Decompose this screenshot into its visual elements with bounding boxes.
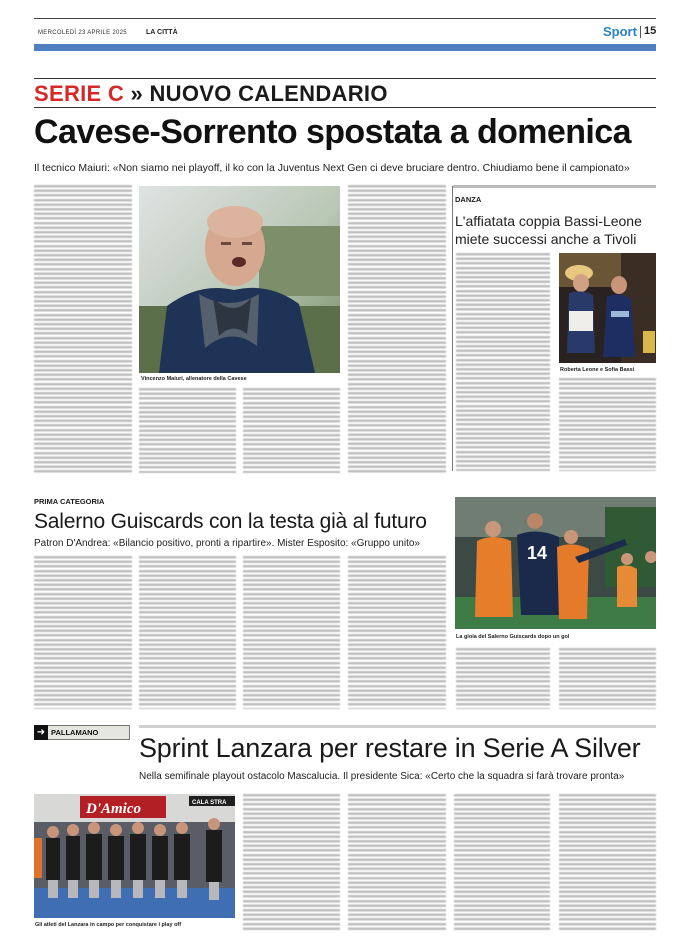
prima-kicker: PRIMA CATEGORIA [34,497,105,506]
danza-rule [453,185,656,188]
prima-photo-caption: La gioia del Salerno Guiscards dopo un gol [456,634,570,640]
section-rule-top [34,78,656,79]
pallamano-subheadline: Nella semifinale playout ostacolo Mascalucia. Il presidente Sica: «Certo che la squadra si farà trovare pronta» [139,771,625,782]
page-number: 15 [644,25,657,37]
lead-photo [139,186,340,373]
pallamano-photo [34,794,235,918]
section-heading-rest: » NUOVO CALENDARIO [124,81,388,106]
danza-kicker: DANZA [455,195,482,204]
prima-text-column-6 [559,648,656,709]
danza-photo [559,253,656,363]
danza-text-column-2 [559,378,656,471]
prima-text-column-4 [348,556,446,709]
pallamano-text-column-1 [243,794,340,932]
prima-text-column-2 [139,556,236,709]
lead-headline: Cavese-Sorrento spostata a domenica [34,113,631,151]
pallamano-rule [139,725,656,728]
pallamano-kicker: PALLAMANO [51,728,99,737]
prima-headline: Salerno Guiscards con la testa già al futuro [34,510,427,533]
section-label: Sport [603,24,637,39]
section-color-bar [34,44,656,51]
header-rule [34,18,656,19]
prima-text-column-3 [243,556,340,709]
newspaper-name: LA CITTÀ [146,29,178,36]
lead-text-column-1 [34,185,132,473]
pallamano-photo-caption: Gli atleti del Lanzara in campo per conquistare i play off [35,922,182,928]
pallamano-text-column-4 [559,794,656,932]
danza-headline: L'affiatata coppia Bassi-Leone miete successi anche a Tivoli [455,213,642,247]
sponsor-banner: D'Amico [86,801,141,817]
arrow-right-icon: ➜ [34,725,48,740]
lead-text-column-2 [139,388,236,473]
lead-subheadline: Il tecnico Maiuri: «Non siamo nei playoff, il ko con la Juventus Next Gen ci deve bruciare dentro. Chiudiamo bene il campionato» [34,162,630,174]
pallamano-text-column-2 [348,794,446,932]
lead-text-column-3 [243,388,340,473]
prima-subheadline: Patron D'Andrea: «Bilancio positivo, pronti a ripartire». Mister Esposito: «Gruppo unito» [34,538,420,549]
section-heading [34,81,388,107]
column-divider [452,186,453,471]
prima-photo [455,497,656,629]
lead-photo-caption: Vincenzo Maiuri, allenatore della Cavese [141,376,247,382]
section-rule-bottom [34,107,656,108]
section-heading-red: SERIE C [34,81,125,106]
pallamano-text-column-3 [454,794,550,932]
pallamano-headline: Sprint Lanzara per restare in Serie A Silver [139,733,641,763]
issue-date: MERCOLEDÌ 23 APRILE 2025 [38,30,127,36]
prima-text-column-1 [34,556,132,709]
danza-text-column-1 [456,253,550,471]
header-separator [640,26,641,38]
lead-text-column-4 [348,185,446,473]
danza-photo-caption: Roberta Leone e Sofia Bassi [560,367,635,373]
arena-banner: CALA STRA [192,800,227,806]
jersey-number: 14 [527,543,548,563]
prima-text-column-5 [456,648,550,709]
